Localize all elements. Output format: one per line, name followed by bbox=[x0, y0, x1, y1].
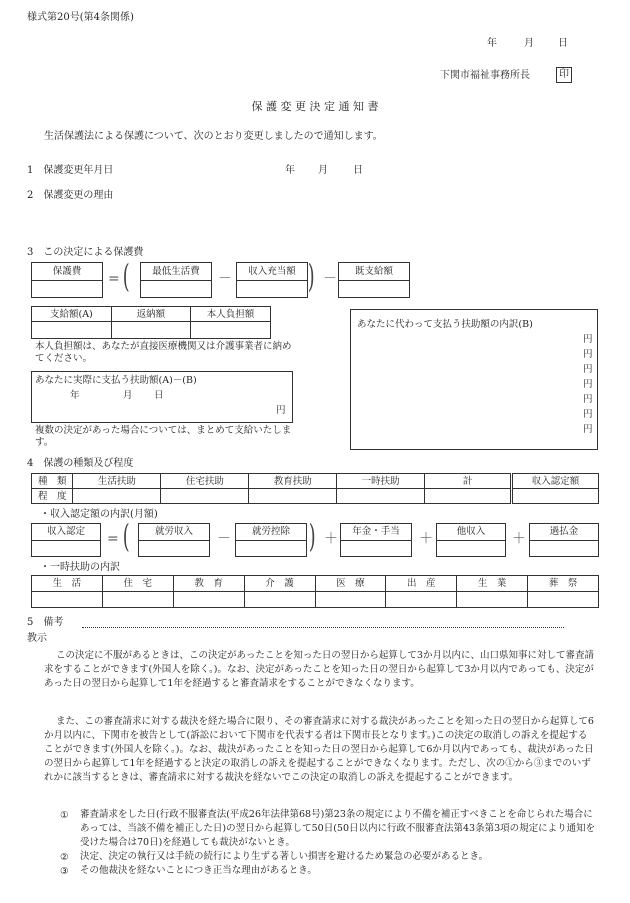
proxy-yen-5: 円 bbox=[583, 394, 593, 405]
hogohi-label: 保護費 bbox=[52, 266, 82, 277]
income-right-paren: ) bbox=[308, 517, 316, 555]
header-month: 月 bbox=[524, 38, 534, 49]
income-plus-1: ＋ bbox=[324, 531, 338, 547]
ta-shunyu-label: 他収入 bbox=[456, 526, 486, 537]
formula-minus-1: － bbox=[218, 271, 232, 287]
sec2-label: 2 保護変更の理由 bbox=[27, 190, 114, 201]
henno-header: 返納額 bbox=[111, 307, 190, 322]
kind-table bbox=[31, 473, 599, 504]
document-title: 保 護 変 更 決 定 通 知 書 bbox=[251, 100, 379, 113]
ichiji-jutaku: 住 宅 bbox=[102, 576, 173, 592]
ichiji-seigyo: 生 業 bbox=[457, 576, 528, 592]
sec1-label: 1 保護変更年月日 bbox=[27, 165, 114, 176]
proxy-yen-4: 円 bbox=[583, 379, 593, 390]
kishikyu-box bbox=[338, 262, 410, 298]
sec5-label: 5 備考 bbox=[27, 617, 64, 628]
kyoji-paragraph-1: この決定に不服があるときは、この決定があったことを知った日の翌日から起算して3か月以内に、山口県知事に対して審査請求をすることができます(外国人を除く。)。なお、決定があったことを知った日の翌日から起算して3か月以内であっても、決定があった日の翌日から起算して1年を経過すると審査請求をすることができなくなります。 bbox=[44, 650, 594, 689]
nintei-box bbox=[31, 523, 101, 557]
actual-year: 年 bbox=[70, 390, 80, 401]
right-paren: ) bbox=[307, 257, 315, 295]
sec1-day: 日 bbox=[353, 165, 363, 176]
shunyu-box bbox=[236, 262, 308, 298]
actual-day: 日 bbox=[154, 390, 164, 401]
income-minus: － bbox=[217, 531, 231, 547]
kyoji-label: 教示 bbox=[27, 633, 47, 644]
left-paren: ( bbox=[122, 257, 130, 295]
nintei-label: 収入認定 bbox=[46, 526, 85, 537]
saitei-box bbox=[140, 262, 212, 298]
proxy-payment-box bbox=[350, 309, 598, 450]
degree-label: 程 度 bbox=[32, 489, 73, 504]
sec3-label: 3 この決定による保護費 bbox=[27, 247, 144, 258]
header-year: 年 bbox=[487, 38, 497, 49]
proxy-yen-2: 円 bbox=[583, 349, 593, 360]
shuro-kojo-label: 就労控除 bbox=[251, 526, 290, 537]
actual-yen: 円 bbox=[276, 405, 286, 416]
kabarai-box bbox=[529, 523, 599, 557]
item3-number: ③ bbox=[60, 866, 69, 877]
proxy-yen-6: 円 bbox=[583, 409, 593, 420]
honnin-header: 本人負担額 bbox=[191, 307, 271, 322]
ichiji-iryo: 医 療 bbox=[315, 576, 386, 592]
proxy-yen-3: 円 bbox=[583, 364, 593, 375]
multi-decision-note: 複数の決定があった場合については、まとめて支給いたします。 bbox=[35, 425, 292, 448]
income-equals: = bbox=[107, 531, 119, 547]
nenkin-label: 年金・手当 bbox=[352, 526, 400, 537]
total-header: 計 bbox=[425, 474, 512, 489]
form-number: 様式第20号(第4条関係) bbox=[27, 12, 134, 23]
formula-minus-2: － bbox=[323, 271, 337, 287]
actual-payment-title: あなたに実際に支払う扶助額(A)－(B) bbox=[35, 375, 197, 386]
income-left-paren: ( bbox=[122, 517, 130, 555]
sec4-label: 4 保護の種類及び程度 bbox=[27, 458, 134, 469]
income-plus-3: ＋ bbox=[512, 531, 526, 547]
item1-number: ① bbox=[60, 810, 69, 821]
ichiji-header: 一時扶助 bbox=[337, 474, 425, 489]
honnin-note: 本人負担額は、あなたが直接医療機関又は介護事業者に納めてください。 bbox=[35, 341, 292, 364]
remarks-line bbox=[82, 627, 564, 628]
saitei-label: 最低生活費 bbox=[152, 266, 200, 277]
income-recognized-header: 収入認定額 bbox=[512, 474, 599, 489]
formula-equals: = bbox=[108, 271, 120, 287]
kabarai-label: 過払金 bbox=[549, 526, 579, 537]
item1-text: 審査請求をした日(行政不服審査法(平成26年法律第68号)第23条の規定により不備を補正すべきことを命じられた場合にあっては、当該不備を補正した日)の翌日から起算して50日(50日以内に行政不服審査法第43条第3項の規定により通知を受けた場合は70日)を経過しても裁決がないとき。 bbox=[80, 809, 596, 848]
header-day: 日 bbox=[558, 38, 568, 49]
proxy-yen-1: 円 bbox=[583, 334, 593, 345]
intro-text: 生活保護法による保護について、次のとおり変更しましたので通知します。 bbox=[44, 131, 383, 142]
ichiji-kaigo: 介 護 bbox=[244, 576, 315, 592]
item3-text: その他裁決を経ないことにつき正当な理由があるとき。 bbox=[80, 865, 317, 876]
jutaku-header: 住宅扶助 bbox=[161, 474, 249, 489]
proxy-yen-7: 円 bbox=[583, 424, 593, 435]
income-breakdown-title: ・収入認定額の内訳(月額) bbox=[40, 509, 158, 520]
item2-text: 決定、決定の執行又は手続の続行により生ずる著しい損害を避けるため緊急の必要があるとき。 bbox=[80, 851, 489, 862]
kind-header: 種 類 bbox=[32, 474, 73, 489]
sec1-month: 月 bbox=[318, 165, 328, 176]
ta-shunyu-box bbox=[436, 523, 506, 557]
actual-payment-box bbox=[31, 371, 293, 423]
kyoji-paragraph-2: また、この審査請求に対する裁決を経た場合に限り、その審査請求に対する裁決があったことを知った日の翌日から起算して6か月以内に、下関市を被告として(訴訟において下関市を代表する者は下関市長となります。)この決定の取消しの訴えを提起することができます(外国人を除く。)。なお、裁決があったことを知った日の翌日から起算して6か月以内であっても、裁決があった日の翌日から起算して1年を経過すると決定の取消しの訴えを提起することができなくなります。ただし、次の①から③までのいずれかに該当するときは、審査請求に対する裁決を経ないでこの決定の取消しの訴えを提起することができます。 bbox=[44, 716, 594, 783]
ichiji-shussan: 出 産 bbox=[386, 576, 457, 592]
payment-table bbox=[31, 306, 271, 339]
proxy-payment-title: あなたに代わって支払う扶助額の内訳(B) bbox=[357, 319, 533, 330]
income-plus-2: ＋ bbox=[419, 531, 433, 547]
shuro-shunyu-box bbox=[138, 523, 210, 557]
seikatsu-header: 生活扶助 bbox=[73, 474, 161, 489]
kyoiku-header: 教育扶助 bbox=[249, 474, 337, 489]
shuro-kojo-box bbox=[235, 523, 307, 557]
ichiji-seikatsu: 生 活 bbox=[32, 576, 103, 592]
nenkin-box bbox=[340, 523, 412, 557]
ichiji-sosai: 葬 祭 bbox=[528, 576, 599, 592]
ichiji-table bbox=[31, 575, 599, 608]
shuro-shunyu-label: 就労収入 bbox=[154, 526, 193, 537]
ichiji-kyoiku: 教 育 bbox=[173, 576, 244, 592]
sec1-year: 年 bbox=[285, 165, 295, 176]
issuer-name: 下関市福祉事務所長 bbox=[440, 70, 530, 81]
seal-mark: 印 bbox=[556, 67, 572, 83]
item2-number: ② bbox=[60, 852, 69, 863]
shunyu-label: 収入充当額 bbox=[248, 266, 296, 277]
hogohi-box bbox=[31, 262, 103, 298]
kishikyu-label: 既支給額 bbox=[354, 266, 393, 277]
shikyu-a-header: 支給額(A) bbox=[32, 307, 112, 322]
ichiji-breakdown-title: ・一時扶助の内訳 bbox=[40, 562, 120, 573]
actual-month: 月 bbox=[123, 390, 133, 401]
